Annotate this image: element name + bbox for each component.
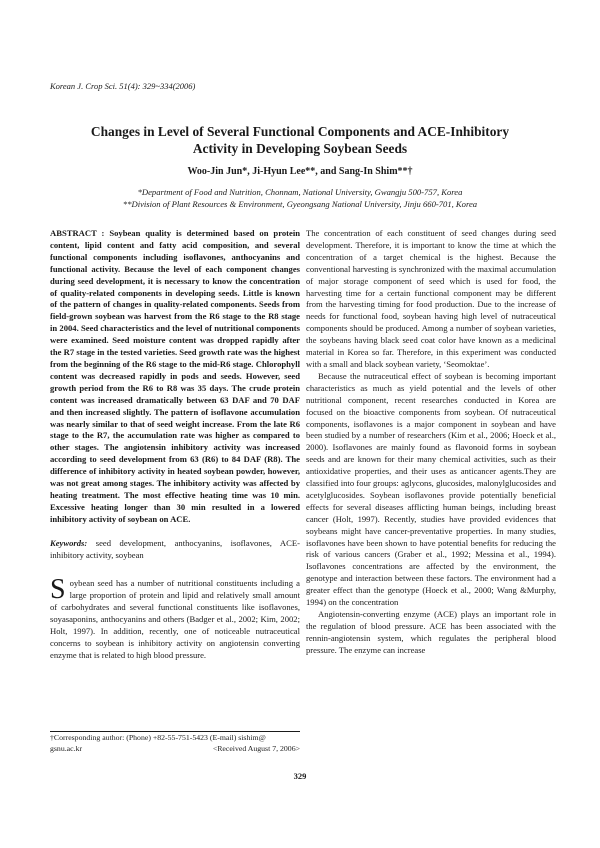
affiliation-2: **Division of Plant Resources & Environment, Gyeongsang National University, Jinju 660-701, Korea — [122, 199, 478, 209]
keywords-text: seed development, anthocyanins, isoflavones, ACE-inhibitory activity, soybean — [50, 537, 300, 560]
right-column — [306, 228, 556, 657]
paper-title — [40, 123, 560, 157]
paragraph-3: Angiotensin-converting enzyme (ACE) plays an important role in the regulation of blood pressure. ACE has been associated with the rennin-angiotensin system, which regulates the peripheral blood pressure. The enzyme can increase — [306, 609, 556, 655]
abstract-label: ABSTRACT : — [50, 228, 105, 238]
keywords-label: Keywords: — [50, 537, 88, 548]
title-line-2: Activity in Developing Soybean Seeds — [192, 141, 408, 156]
footnote-line-2: gsnu.ac.kr — [50, 743, 83, 753]
page-number: 329 — [293, 771, 307, 781]
title-line-1: Changes in Level of Several Functional Components and ACE-Inhibitory — [90, 124, 510, 139]
introduction-paragraph — [50, 574, 300, 661]
keywords — [50, 538, 300, 562]
abstract-text: Soybean quality is determined based on protein content, lipid content and fatty acid composition, and several functional components including isoflavones, anthocyanins and functional activity. Because the level of each component changes during seed development, it is necessary to know the concentration of quality-related components in developing seeds. Little is known of the pattern of changes in quality-related components. Seeds from field-grown soybean was harvest from the R6 stage to the R8 stage in 2004. Seed characteristics and the level of nutritional components were examined. Seed moisture content was dropped rapidly after the R7 stage in the tested varieties. Seed growth rate was the highest from the beginning of the R6 stage to the mid-R6 stage. Chlorophyll content was decreased rapidly in pods and seeds. However, seed growth period from the R6 to R8 was 35 days. The crude protein content was increased dramatically between 63 DAF and 70 DAF and then increased slightly. The pattern of isoflavone accumulation was nearly similar to that of seed weight increase. From the late R6 stage to the R7, the accumulation rate was higher as compared to other stages. The angiotensin inhibitory activity was increased according to seed development from 63 (R6) to 84 DAF (R8). The difference of inhibitory activity in heated soybean powder, however, was not great among stages. The inhibitory activity was affected by heating treatment. The most effective heating time was 10 min. Excessive heating longer than 30 min resulted in a lowered inhibitory activity of soybean on ACE. — [50, 228, 300, 524]
affiliations — [40, 186, 560, 210]
paragraph-1: The concentration of each constituent of seed changes during seed development. Therefore, it is important to know the time at which the concentration of a target chemical is the highest. Because the conventional harvesting is synchronized with the maximal accumulation of major storage component of seed which is used for food, the harvesting time for a certain functional component may be different from the harvesting timing for food production. Due to the increase of needs for functional food, soybean having high level of nutraceutical components should be produced. Among a number of soybean varieties, the soybeans having black seed coat color have known as a medicinal material in Korea so far. Therefore, in this experiment was conducted with a small and black soybean variety, ‘Seomoktae’. — [306, 228, 556, 369]
introduction-text: oybean seed has a number of nutritional constituents including a large proportion of protein and lipid and relatively small amount of carbohydrates and several functional constituents like isoflavones, soyasaponins, anthocyanins and others (Badger et al., 2002; Kim, 2002; Holt, 1997). In addition, recently, one of noticeable nutraceutical concerns to soybean is inhibitory activity on angiotensin converting enzyme that is related to high blood pressure. — [50, 578, 300, 660]
left-column — [50, 228, 300, 662]
footnote-row — [50, 744, 300, 755]
abstract — [50, 228, 300, 526]
drop-cap: S — [50, 574, 66, 606]
journal-citation: Korean J. Crop Sci. 51(4): 329~334(2006) — [50, 81, 196, 91]
paragraph-2: Because the nutraceutical effect of soybean is becoming important characteristics as much as yield potential and the levels of other nutritional component, recent researches conducted in Korea are focused on the bioactive components from soybean. Of nutraceutical components, isoflavones is a major component in soybean and have been studied by a number of researchers (Kim et al., 2006; Hoeck et al., 2000). Isoflavones are mainly found as flavonoid forms in soybean seeds and are known for their many chemical activities, such as their antioxidative properties, and their uses as anticancer agents.They are classified into four groups: aglycons, glucosides, malonylglucosides and acetylglucosides. Soybean isoflavones provide potentially beneficial effects for several diseases afflicting human beings, including breast cancer (Holt, 1997). Recently, studies have provided evidences that soybeans might have cancer-preventative properties. In many studies, isoflavones have been shown to have potential benefits for reducing the risk of various cancers (Graber et al., 1992; Messina et al., 1994). Isoflavones concentrations are affected by the environment, the genotype and interaction between these factors. The environment had a greater effect than the genotype (Hoeck et al., 2000; Wang &Murphy, 1994) on the concentration — [306, 370, 556, 608]
corresponding-footnote — [50, 731, 300, 754]
author-list: Woo-Jin Jun*, Ji-Hyun Lee**, and Sang-In Shim**† — [187, 166, 413, 177]
received-date: <Received August 7, 2006> — [212, 743, 300, 753]
affiliation-1: *Department of Food and Nutrition, Chonnam, National University, Gwangju 500-757, Korea — [137, 187, 463, 197]
footnote-line-1: †Corresponding author: (Phone) +82-55-751-5423 (E-mail) sishim@ — [50, 733, 266, 742]
